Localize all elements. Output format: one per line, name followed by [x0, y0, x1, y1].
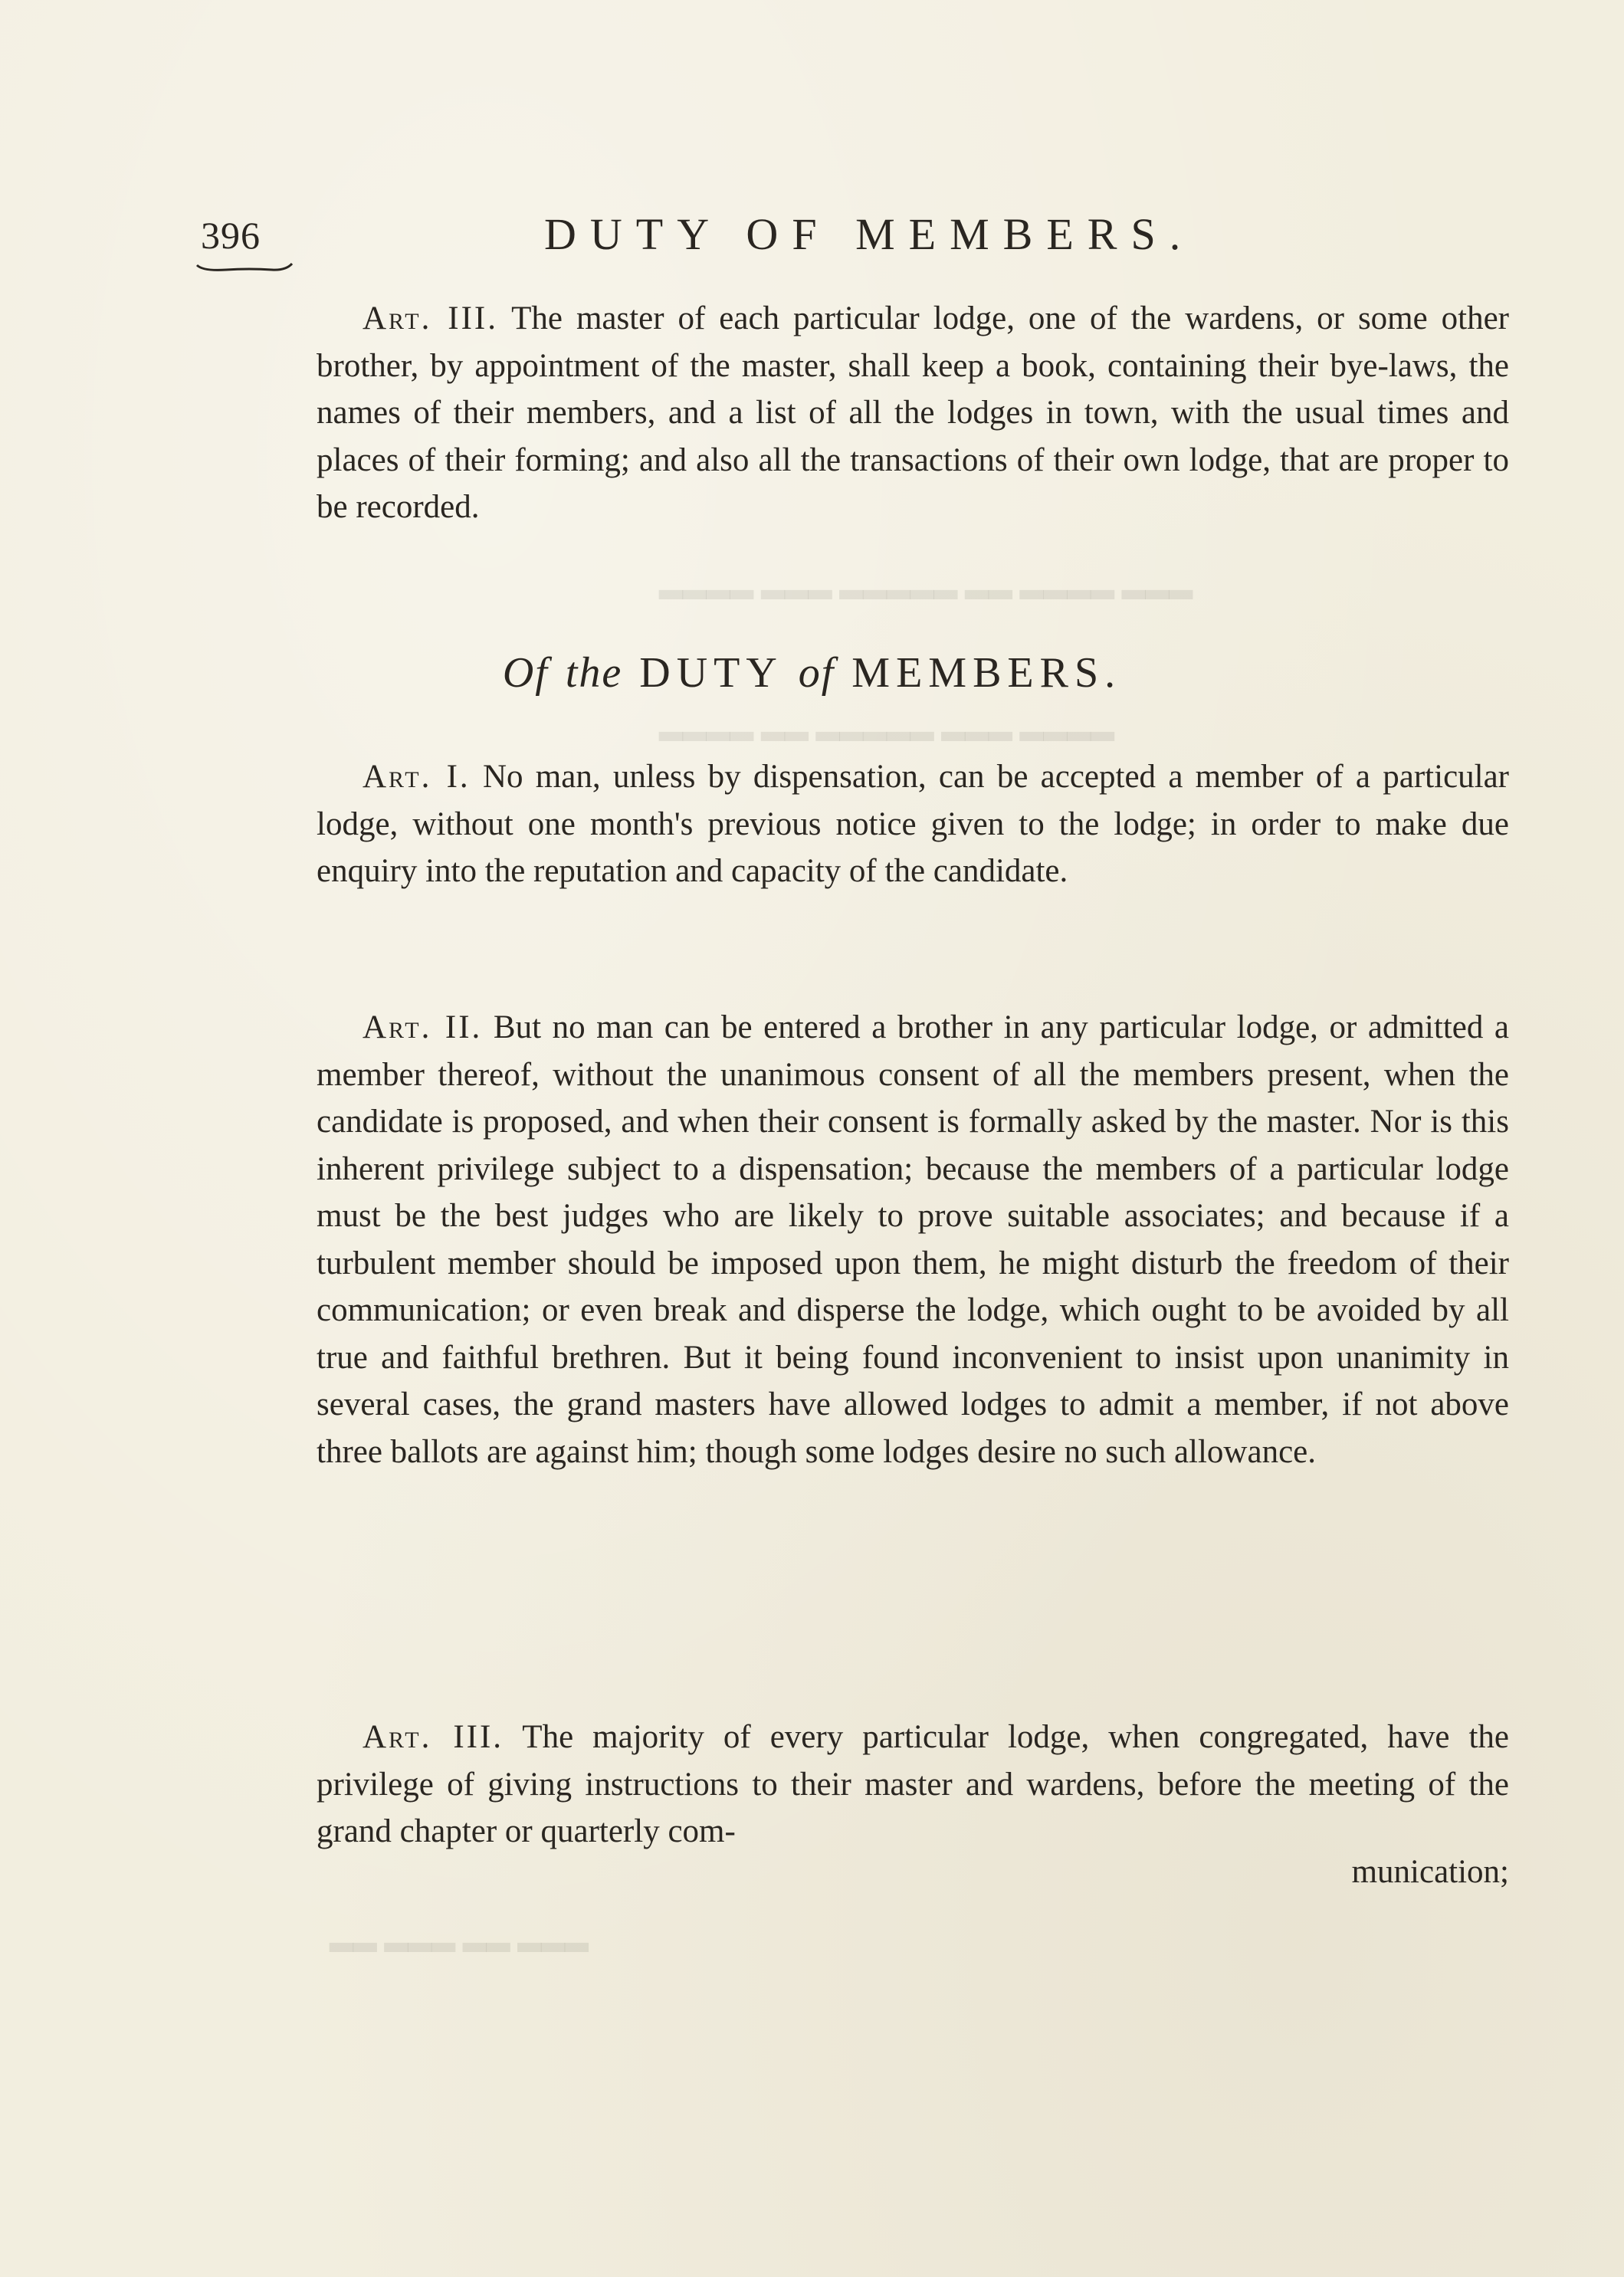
article-text: The majority of every particular lodge, when congregated, have the privilege of giving instructions to their master and wardens, before the meeting of the grand chapter or quarterly com- [317, 1719, 1509, 1849]
section-heading [0, 648, 1624, 697]
catchword: munication; [1351, 1854, 1509, 1890]
running-head: DUTY OF MEMBERS. [544, 209, 1195, 259]
page-number: 396 [201, 214, 261, 257]
article-paragraph [317, 753, 1509, 895]
heading-word: Of [502, 649, 549, 697]
show-through-shadow: ▂▂▂▂ ▂▂▂ ▂▂▂▂▂ ▂▂ ▂▂▂▂ [659, 706, 1114, 740]
page-number-underline [195, 261, 295, 276]
article-label: Art. II. [363, 1009, 483, 1045]
article-text: But no man can be entered a brother in any particular lodge, or admitted a member thereof, without the unanimous consent of all the members present, when the candidate is proposed, and when their consent is formally asked by the master. Nor is this inherent privilege subject to a dispensation; because the members of a particular lodge must be the best judges who are likely to prove suitable associates; and because if a turbulent member should be imposed upon them, he might disturb the freedom of their communication; or even break and disperse the lodge, which ought to be avoided by all true and faithful brethren. But it being found inconvenient to insist upon unanimity in several cases, the grand masters have allowed lodges to admit a member, if not above three ballots are against him; though some lodges desire no such allowance. [317, 1009, 1510, 1470]
heading-word: MEMBERS. [851, 649, 1122, 697]
show-through-shadow: ▂▂▂ ▂▂ ▂▂▂ ▂▂ [330, 1917, 589, 1951]
heading-word: the [565, 649, 623, 697]
article-paragraph [317, 1714, 1509, 1855]
heading-word: DUTY [639, 649, 782, 697]
article-paragraph [317, 295, 1509, 531]
heading-word: of [798, 649, 835, 697]
article-label: Art. I. [363, 759, 471, 795]
article-label: Art. III. [363, 1719, 504, 1755]
article-label: Art. III. [363, 300, 498, 336]
show-through-shadow: ▂▂▂ ▂▂▂▂ ▂▂ ▂▂▂▂▂ ▂▂▂ ▂▂▂▂ [659, 564, 1193, 599]
article-text: The master of each particular lodge, one of the wardens, or some other brother, by appointment of the master, shall keep a book, containing their bye-laws, the names of their members, and a list of all the lodges in town, with the usual times and places of their forming; and also all the transactions of their own lodge, that are proper to be recorded. [317, 300, 1510, 525]
article-paragraph [317, 1004, 1509, 1475]
article-text: No man, unless by dispensation, can be accepted a member of a particular lodge, without one month's previous notice given to the lodge; in order to make due enquiry into the reputation and capacity of the candidate. [317, 759, 1510, 889]
